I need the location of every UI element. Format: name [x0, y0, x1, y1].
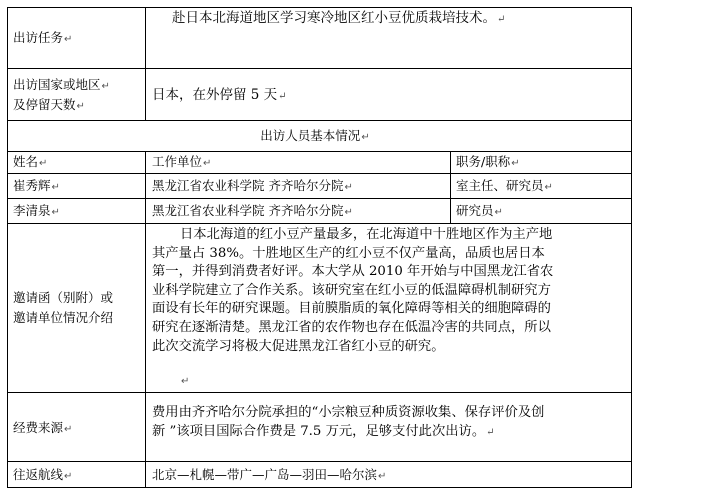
funding-text: 费用由齐齐哈尔分院承担的“小宗粮豆种质资源收集、保存评价及创 新 ”该项目国际合作费是 7.5 万元，足够支付此次出访。↵: [152, 405, 545, 439]
invitation-text: 日本北海道的红小豆产量最多，在北海道中十胜地区作为主产地 其产量占 38%。十胜地区生产的红小豆不仅产量高，品质也居日本 第一，并得到消费者好评。本大学从 2010 年开始与中国黑龙江省农 业科学院建立了合作关系。该研究室在红小豆的低温障碍机制研究方 面设有长年的研究课题。目前膜脂质的氧化障碍等相关的细胞障碍的 研究在逐渐清楚。黑龙江省的农作物也存在低温冷害的共同点，所以 此次交流学习将极大促进黑龙江省红小豆的研究。: [152, 227, 554, 354]
task-value: 赴日本北海道地区学习寒冷地区红小豆优质栽培技术。↵: [172, 10, 506, 26]
person-title: 研究员↵: [456, 203, 503, 218]
person-unit: 黑龙江省农业科学院 齐齐哈尔分院↵: [152, 178, 353, 193]
row-divider: [7, 198, 632, 199]
route-value: 北京—札幌—带广—广岛—羽田—哈尔滨↵: [152, 467, 387, 482]
column-divider: [145, 151, 146, 488]
person-name: 崔秀辉↵: [13, 178, 60, 193]
row-divider: [7, 392, 632, 393]
country-label-line2: 及停留天数↵: [13, 97, 85, 112]
row-divider: [7, 120, 632, 121]
person-name: 李清泉↵: [13, 203, 60, 218]
column-divider: [450, 151, 451, 223]
column-divider: [145, 7, 146, 120]
paragraph-mark: ↵: [181, 376, 190, 387]
row-divider: [7, 151, 632, 152]
country-value: 日本，在外停留 5 天↵: [152, 87, 287, 103]
country-label: 出访国家或地区↵: [13, 77, 110, 92]
task-label: 出访任务↵: [13, 30, 73, 45]
person-unit: 黑龙江省农业科学院 齐齐哈尔分院↵: [152, 203, 353, 218]
column-header-unit: 工作单位↵: [152, 154, 212, 169]
invitation-label-line2: 邀请单位情况介绍: [13, 310, 114, 325]
route-label: 往返航线↵: [13, 467, 73, 482]
row-divider: [7, 68, 632, 69]
column-header-name: 姓名↵: [13, 154, 48, 169]
row-divider: [7, 173, 632, 174]
personnel-header: 出访人员基本情况↵: [260, 128, 370, 143]
funding-label: 经费来源↵: [13, 420, 73, 435]
person-title: 室主任、研究员↵: [456, 178, 553, 193]
column-header-title: 职务/职称↵: [456, 154, 520, 169]
row-divider: [7, 461, 632, 462]
invitation-label: 邀请函（别附）或: [13, 290, 114, 305]
row-divider: [7, 223, 632, 224]
